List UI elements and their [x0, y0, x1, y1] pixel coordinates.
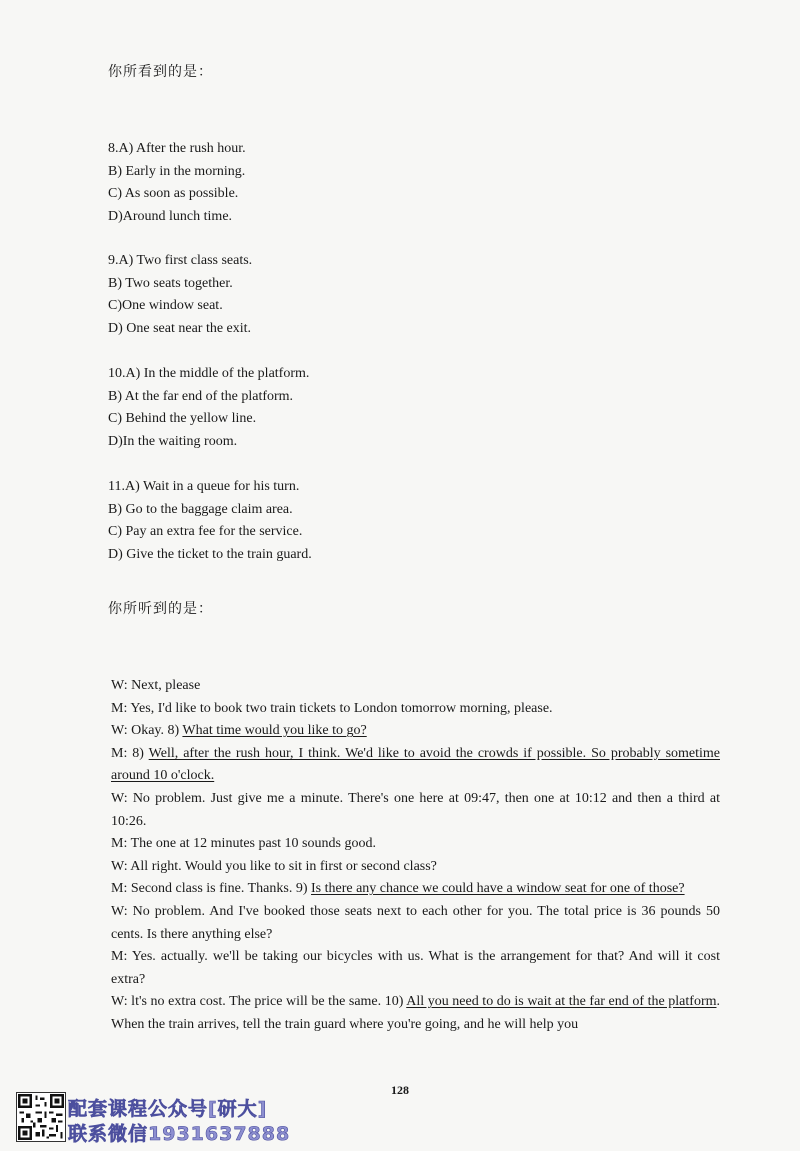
option: 11.A) Wait in a queue for his turn.	[108, 479, 300, 494]
question-10	[108, 363, 309, 453]
transcript-line: M: Yes, I'd like to book two train tickets to London tomorrow morning, please.	[111, 700, 553, 716]
question-8	[108, 138, 246, 228]
page-number: 128	[391, 1083, 409, 1097]
option: 10.A) In the middle of the platform.	[108, 366, 310, 381]
watermark-line-1: 配套课程公众号[研大]	[68, 1098, 268, 1120]
speaker-text: W: lt's no extra cost. The price will be the same. 10)	[111, 994, 407, 1010]
underlined-answer: Well, after the rush hour, I think. We'd like to avoid the crowds if possible. So probably sometime around 10 o'clock.	[111, 745, 720, 784]
transcript-line	[111, 991, 720, 1036]
seen-heading: 你所看到的是：	[108, 65, 213, 80]
transcript-line	[111, 743, 720, 788]
option: 9.A) Two first class seats.	[108, 253, 253, 268]
option: D)Around lunch time.	[108, 208, 233, 224]
qr-code-icon	[16, 1092, 66, 1142]
transcript-line: W: Next, please	[111, 678, 201, 693]
option: B) Two seats together.	[108, 275, 233, 291]
option: B) Early in the morning.	[108, 163, 246, 179]
question-11	[108, 476, 312, 566]
transcript	[111, 675, 720, 1037]
option: D) One seat near the exit.	[108, 320, 252, 336]
watermark	[16, 1092, 316, 1144]
heard-heading: 你所听到的是：	[108, 602, 213, 617]
option: D) Give the ticket to the train guard.	[108, 546, 312, 562]
option: C) Pay an extra fee for the service.	[108, 524, 303, 539]
option: B) At the far end of the platform.	[108, 388, 294, 404]
option: 8.A) After the rush hour.	[108, 141, 246, 156]
speaker-text: M: Second class is fine. Thanks. 9)	[111, 881, 311, 897]
transcript-line: W: No problem. Just give me a minute. There's one here at 09:47, then one at 10:12 and then a third at 10:26.	[111, 790, 720, 829]
transcript-line: W: No problem. And I've booked those seats next to each other for you. The total price is 36 pounds 50 cents. Is there anything else?	[111, 903, 720, 942]
transcript-line: W: All right. Would you like to sit in first or second class?	[111, 858, 437, 874]
transcript-line: M: Yes. actually. we'll be taking our bicycles with us. What is the arrangement for that? And will it cost extra?	[111, 949, 720, 987]
speaker-text: M: 8)	[111, 745, 149, 761]
trailing-text: . When the train arrives, tell the train guard where you're going, and he will help you	[111, 994, 720, 1032]
transcript-line: M: The one at 12 minutes past 10 sounds good.	[111, 836, 376, 852]
option: B) Go to the baggage claim area.	[108, 501, 293, 517]
question-9	[108, 250, 252, 340]
watermark-line-2: 联系微信1931637888	[68, 1123, 291, 1145]
option: C) As soon as possible.	[108, 186, 239, 201]
underlined-answer: What time would you like to go?	[182, 723, 367, 739]
underlined-answer: Is there any chance we could have a window seat for one of those?	[311, 881, 685, 897]
option: C) Behind the yellow line.	[108, 411, 257, 426]
underlined-answer: All you need to do is wait at the far end of the platform	[406, 994, 717, 1010]
option: D)In the waiting room.	[108, 433, 238, 449]
transcript-line	[111, 720, 720, 743]
transcript-line	[111, 878, 720, 901]
speaker-text: W: Okay. 8)	[111, 723, 183, 739]
option: C)One window seat.	[108, 298, 223, 313]
